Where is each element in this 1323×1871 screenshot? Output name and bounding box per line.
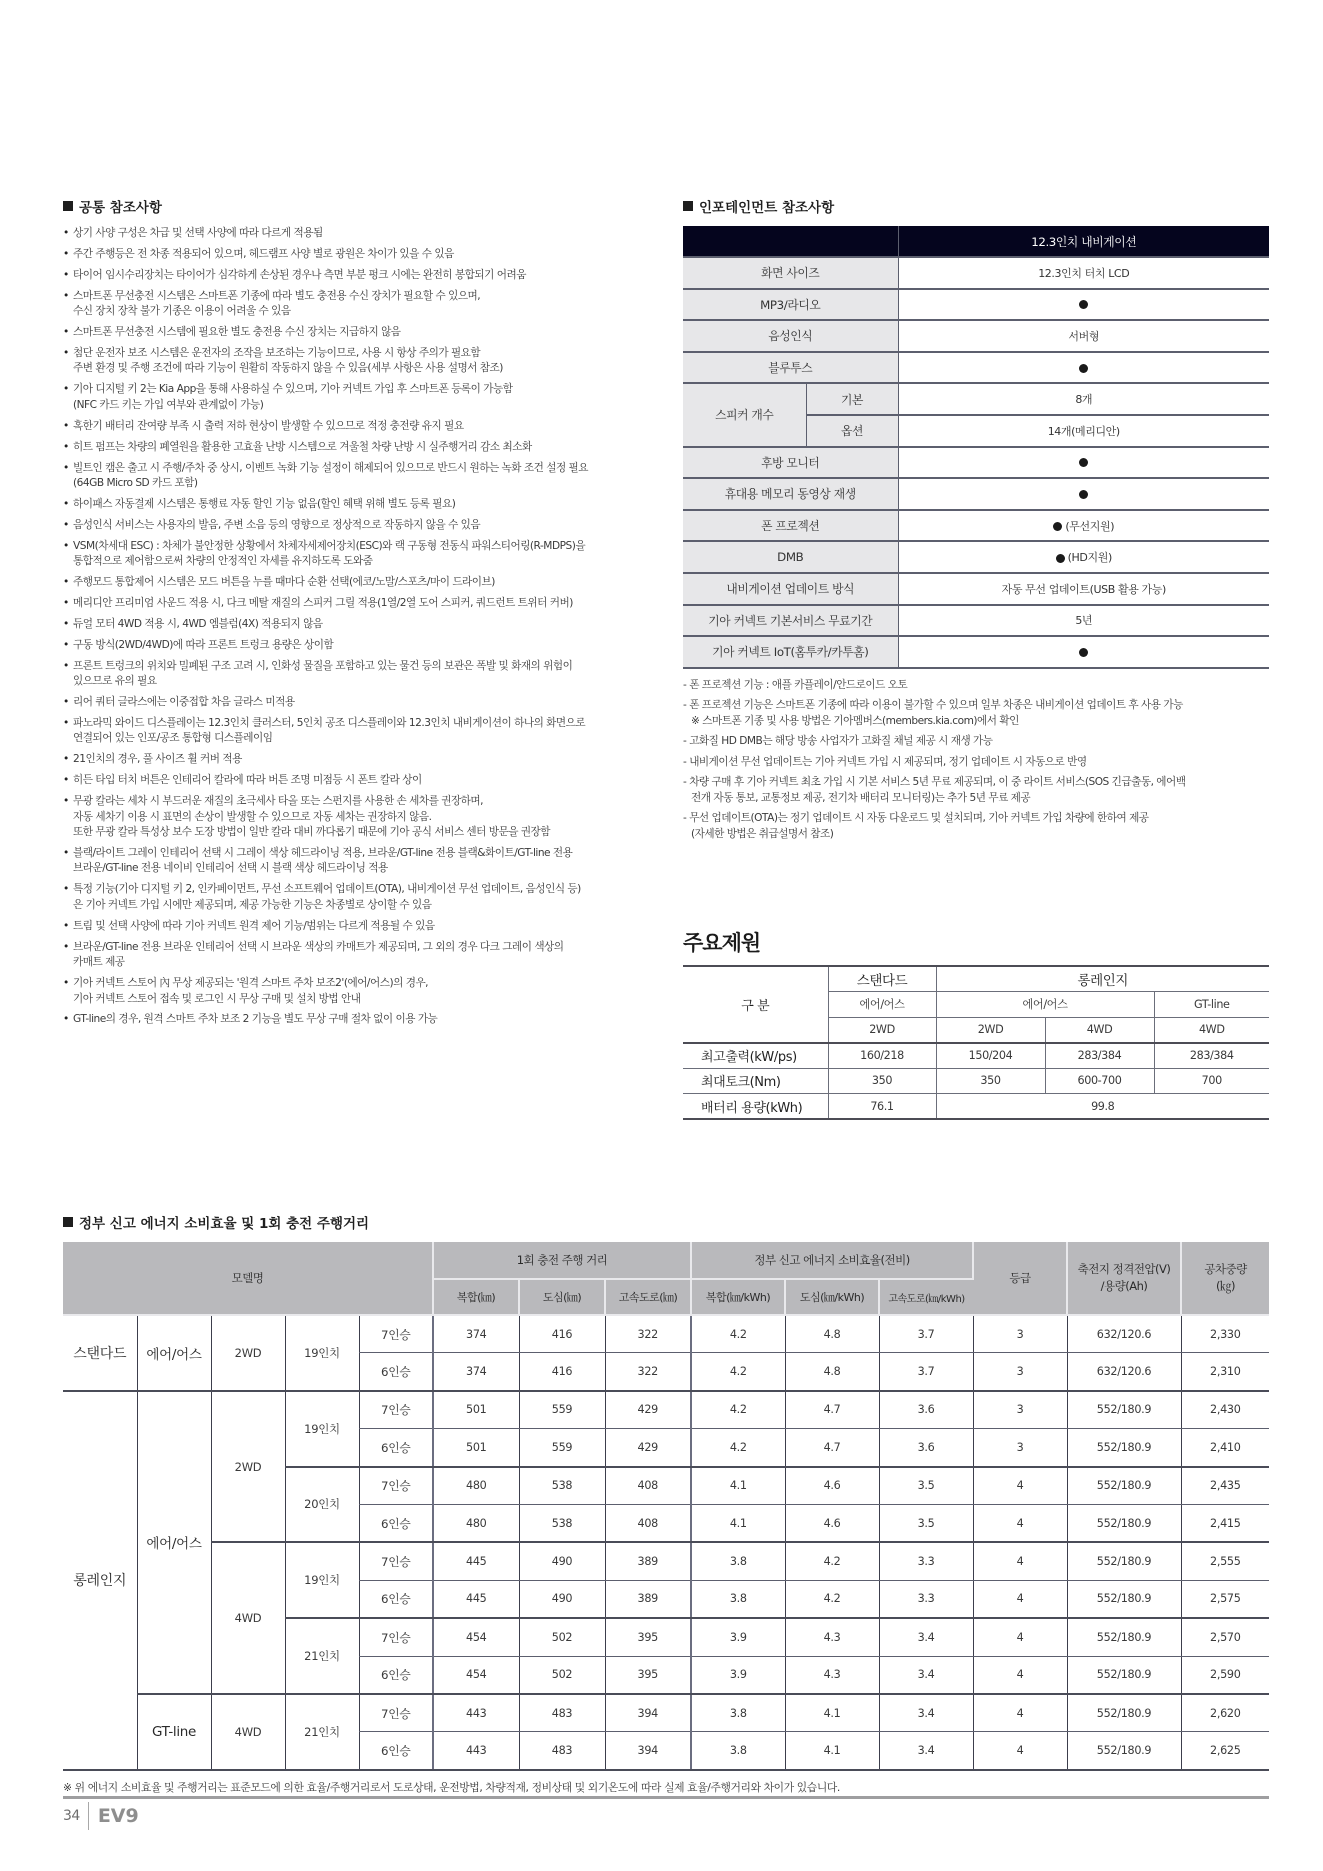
spec-std-trim: 에어/어스 bbox=[828, 992, 936, 1018]
energy-model-cell: 에어/어스 bbox=[137, 1315, 211, 1391]
infotainment-value-cell bbox=[898, 541, 1269, 573]
energy-value-cell: 552/180.9 bbox=[1067, 1467, 1181, 1505]
infotainment-label: 기아 커넥트 IoT(홈투카/카투홈) bbox=[683, 636, 898, 668]
energy-value-cell: 443 bbox=[433, 1732, 519, 1770]
spec-value: 350 bbox=[936, 1068, 1045, 1094]
spec-table bbox=[683, 965, 1269, 1120]
energy-model-cell: 스탠다드 bbox=[63, 1315, 137, 1391]
energy-model-cell: 19인치 bbox=[285, 1315, 359, 1391]
common-note-item: • 리어 쿼터 글라스에는 이중접합 차음 글라스 미적용 bbox=[63, 695, 663, 711]
common-note-item: • 스마트폰 무선충전 시스템은 스마트폰 기종에 따라 별도 충전용 수신 장치가 필요할 수 있으며, 수신 장치 장착 불가 기종은 이용이 어려울 수 있음 bbox=[63, 289, 663, 320]
energy-value-cell: 443 bbox=[433, 1694, 519, 1732]
infotainment-value: 8개 bbox=[898, 383, 1269, 415]
energy-header-eff-combined: 복합(㎞/kWh) bbox=[691, 1279, 785, 1315]
common-note-item: • 빌트인 캠은 출고 시 주행/주차 중 상시, 이벤트 녹화 기능 설정이 해제되어 있으므로 반드시 원하는 녹화 조건 설정 필요 (64GB Micro SD 카드 포함) bbox=[63, 461, 663, 492]
square-bullet-icon bbox=[683, 201, 693, 211]
filled-dot-icon bbox=[1079, 490, 1088, 499]
energy-value-cell: 3.8 bbox=[691, 1732, 785, 1770]
energy-value-cell: 429 bbox=[605, 1429, 691, 1467]
common-note-item: • 브라운/GT-line 전용 브라운 인테리어 선택 시 브라운 색상의 카매트가 제공되며, 그 외의 경우 다크 그레이 색상의 카매트 제공 bbox=[63, 940, 663, 971]
energy-value-cell: 394 bbox=[605, 1694, 691, 1732]
energy-value-cell: 454 bbox=[433, 1656, 519, 1694]
spec-section bbox=[683, 927, 1269, 1120]
energy-value-cell: 3.7 bbox=[879, 1353, 973, 1391]
energy-value-cell: 4 bbox=[973, 1542, 1067, 1580]
energy-value-cell: 2,570 bbox=[1181, 1618, 1269, 1656]
square-bullet-icon bbox=[63, 201, 73, 211]
energy-value-cell: 552/180.9 bbox=[1067, 1732, 1181, 1770]
infotainment-label: 폰 프로젝션 bbox=[683, 510, 898, 542]
energy-value-cell: 480 bbox=[433, 1504, 519, 1542]
infotainment-value-cell bbox=[898, 510, 1269, 542]
energy-value-cell: 4.1 bbox=[785, 1694, 879, 1732]
energy-value-cell: 4.3 bbox=[785, 1618, 879, 1656]
energy-value-cell: 552/180.9 bbox=[1067, 1656, 1181, 1694]
energy-value-cell: 389 bbox=[605, 1580, 691, 1618]
energy-value-cell: 4.2 bbox=[691, 1429, 785, 1467]
common-note-item: • 하이패스 자동결제 시스템은 통행료 자동 할인 기능 없음(할인 혜택 위해 별도 등록 필요) bbox=[63, 497, 663, 513]
filled-dot-icon bbox=[1079, 648, 1088, 657]
infotainment-value: (무선지원) bbox=[1065, 519, 1115, 533]
infotainment-notes bbox=[683, 678, 1269, 843]
infotainment-value-cell bbox=[898, 257, 1269, 289]
infotainment-sublabel: 기본 bbox=[806, 383, 898, 415]
energy-value-cell: 2,430 bbox=[1181, 1391, 1269, 1429]
infotainment-row bbox=[683, 510, 1269, 542]
common-note-item: • 히트 펌프는 차량의 폐열원을 활용한 고효율 난방 시스템으로 겨울철 차량 난방 시 실주행거리 감소 최소화 bbox=[63, 440, 663, 456]
filled-dot-icon bbox=[1079, 300, 1088, 309]
infotainment-header-nav: 12.3인치 내비게이션 bbox=[898, 226, 1269, 257]
energy-table bbox=[63, 1242, 1269, 1771]
infotainment-value: 서버형 bbox=[1068, 329, 1100, 343]
infotainment-row bbox=[683, 447, 1269, 479]
page-number: 34 bbox=[63, 1802, 89, 1830]
energy-header-model: 모델명 bbox=[63, 1242, 433, 1315]
page-footer bbox=[63, 1796, 1269, 1832]
energy-value-cell: 395 bbox=[605, 1656, 691, 1694]
energy-header-weight: 공차중량 (㎏) bbox=[1181, 1242, 1269, 1315]
energy-value-cell: 559 bbox=[519, 1429, 605, 1467]
energy-model-cell: 19인치 bbox=[285, 1542, 359, 1618]
energy-value-cell: 4.1 bbox=[785, 1732, 879, 1770]
energy-value-cell: 4 bbox=[973, 1694, 1067, 1732]
energy-header-range-highway: 고속도로(㎞) bbox=[605, 1279, 691, 1315]
energy-value-cell: 552/180.9 bbox=[1067, 1618, 1181, 1656]
energy-value-cell: 2,625 bbox=[1181, 1732, 1269, 1770]
common-notes-section bbox=[63, 196, 663, 1033]
infotainment-note: - 폰 프로젝션 기능 : 애플 카플레이/안드로이드 오토 bbox=[683, 678, 908, 691]
energy-value-cell: 374 bbox=[433, 1353, 519, 1391]
infotainment-section bbox=[683, 196, 1269, 847]
energy-model-cell: 4WD bbox=[211, 1542, 285, 1694]
energy-value-cell: 552/180.9 bbox=[1067, 1429, 1181, 1467]
infotainment-row bbox=[683, 478, 1269, 510]
energy-header-range-combined: 복합(㎞) bbox=[433, 1279, 519, 1315]
energy-value-cell: 2,590 bbox=[1181, 1656, 1269, 1694]
common-notes-list bbox=[63, 226, 663, 1028]
energy-value-cell: 4.7 bbox=[785, 1429, 879, 1467]
energy-row bbox=[63, 1391, 1269, 1429]
energy-model-cell: GT-line bbox=[137, 1694, 211, 1770]
energy-value-cell: 4.1 bbox=[691, 1504, 785, 1542]
infotainment-value-cell bbox=[898, 573, 1269, 605]
energy-value-cell: 501 bbox=[433, 1429, 519, 1467]
energy-seat-cell: 7인승 bbox=[359, 1315, 433, 1353]
energy-value-cell: 3.4 bbox=[879, 1656, 973, 1694]
infotainment-label: 후방 모니터 bbox=[683, 447, 898, 479]
energy-value-cell: 4.8 bbox=[785, 1353, 879, 1391]
infotainment-value-cell bbox=[898, 352, 1269, 384]
energy-value-cell: 3.3 bbox=[879, 1580, 973, 1618]
energy-value-cell: 3.9 bbox=[691, 1656, 785, 1694]
energy-value-cell: 395 bbox=[605, 1618, 691, 1656]
energy-value-cell: 552/180.9 bbox=[1067, 1504, 1181, 1542]
infotainment-sublabel: 옵션 bbox=[806, 415, 898, 447]
energy-value-cell: 445 bbox=[433, 1542, 519, 1580]
energy-value-cell: 4.6 bbox=[785, 1467, 879, 1505]
energy-value-cell: 559 bbox=[519, 1391, 605, 1429]
energy-value-cell: 3.7 bbox=[879, 1315, 973, 1353]
energy-value-cell: 3.8 bbox=[691, 1580, 785, 1618]
infotainment-label: 음성인식 bbox=[683, 320, 898, 352]
infotainment-value: 5년 bbox=[1075, 614, 1093, 628]
energy-value-cell: 322 bbox=[605, 1353, 691, 1391]
infotainment-label: 블루투스 bbox=[683, 352, 898, 384]
energy-heading: 정부 신고 에너지 소비효율 및 1회 충전 주행거리 bbox=[79, 1216, 370, 1232]
energy-header-range-city: 도심(㎞) bbox=[519, 1279, 605, 1315]
common-note-item: • 파노라믹 와이드 디스플레이는 12.3인치 클러스터, 5인치 공조 디스플레이와 12.3인치 내비게이션이 하나의 화면으로 연결되어 있는 인포/공조 통합형 디스플레이임 bbox=[63, 716, 663, 747]
common-note-item: • 무광 칼라는 세차 시 부드러운 재질의 초극세사 타올 또는 스펀지를 사용한 손 세차를 권장하며, 자동 세차기 이용 시 표면의 손상이 발생할 수 있으므로 자동 세차는 권장하지 않음. 또한 무광 칼라 특성상 보수 도장 방법이 일반 칼라 대비 까다롭기 때문에 기아 공식 서비스 센터 방문을 권장함 bbox=[63, 794, 663, 841]
energy-seat-cell: 7인승 bbox=[359, 1618, 433, 1656]
energy-value-cell: 3.8 bbox=[691, 1542, 785, 1580]
spec-value: 76.1 bbox=[828, 1094, 936, 1120]
common-note-item: • 주행모드 통합제어 시스템은 모드 버튼을 누를 때마다 순환 선택(에코/노말/스포츠/마이 드라이브) bbox=[63, 575, 663, 591]
common-note-item: • 21인치의 경우, 풀 사이즈 휠 커버 적용 bbox=[63, 752, 663, 768]
common-note-item: • 스마트폰 무선충전 시스템에 필요한 별도 충전용 수신 장치는 지급하지 않음 bbox=[63, 325, 663, 341]
energy-seat-cell: 6인승 bbox=[359, 1429, 433, 1467]
infotainment-value: 12.3인치 터치 LCD bbox=[1038, 266, 1130, 280]
energy-value-cell: 538 bbox=[519, 1467, 605, 1505]
energy-seat-cell: 6인승 bbox=[359, 1580, 433, 1618]
energy-value-cell: 2,310 bbox=[1181, 1353, 1269, 1391]
energy-value-cell: 4 bbox=[973, 1618, 1067, 1656]
energy-seat-cell: 6인승 bbox=[359, 1353, 433, 1391]
infotainment-note: - 무선 업데이트(OTA)는 정기 업데이트 시 자동 다운로드 및 설치되며, 기아 커넥트 가입 차량에 한하여 제공 (자세한 방법은 취급설명서 참조) bbox=[683, 812, 1149, 840]
filled-dot-icon bbox=[1079, 364, 1088, 373]
infotainment-value-cell bbox=[898, 289, 1269, 321]
infotainment-value: (HD지원) bbox=[1067, 551, 1112, 565]
spec-drive: 4WD bbox=[1154, 1017, 1269, 1043]
common-note-item: • 기아 커넥트 스토어 內 무상 제공되는 '원격 스마트 주차 보조2'(에어/어스)의 경우, 기아 커넥트 스토어 접속 및 로그인 시 무상 구매 및 설치 방법 안내 bbox=[63, 976, 663, 1007]
common-note-item: • 음성인식 서비스는 사용자의 발음, 주변 소음 등의 영향으로 정상적으로 작동하지 않을 수 있음 bbox=[63, 518, 663, 534]
spec-value: 160/218 bbox=[828, 1043, 936, 1069]
energy-model-cell: 19인치 bbox=[285, 1391, 359, 1467]
energy-value-cell: 552/180.9 bbox=[1067, 1694, 1181, 1732]
energy-seat-cell: 7인승 bbox=[359, 1542, 433, 1580]
common-note-item: • 타이어 임시수리장치는 타이어가 심각하게 손상된 경우나 측면 부분 펑크 시에는 완전히 봉합되기 어려움 bbox=[63, 268, 663, 284]
infotainment-row bbox=[683, 352, 1269, 384]
energy-value-cell: 490 bbox=[519, 1580, 605, 1618]
energy-value-cell: 502 bbox=[519, 1656, 605, 1694]
energy-title bbox=[63, 1212, 1269, 1232]
energy-value-cell: 445 bbox=[433, 1580, 519, 1618]
common-note-item: • 메리디안 프리미엄 사운드 적용 시, 다크 메탈 재질의 스피커 그릴 적용(1열/2열 도어 스피커, 쿼드런트 트위터 커버) bbox=[63, 596, 663, 612]
energy-value-cell: 3.5 bbox=[879, 1467, 973, 1505]
energy-value-cell: 4.8 bbox=[785, 1315, 879, 1353]
energy-value-cell: 4 bbox=[973, 1656, 1067, 1694]
square-bullet-icon bbox=[63, 1217, 73, 1227]
energy-value-cell: 4 bbox=[973, 1504, 1067, 1542]
common-note-item: • 주간 주행등은 전 차종 적용되어 있으며, 헤드램프 사양 별로 광원은 차이가 있을 수 있음 bbox=[63, 247, 663, 263]
common-note-item: • 듀얼 모터 4WD 적용 시, 4WD 엠블럼(4X) 적용되지 않음 bbox=[63, 617, 663, 633]
energy-value-cell: 3.6 bbox=[879, 1391, 973, 1429]
spec-value: 350 bbox=[828, 1068, 936, 1094]
infotainment-note: - 차량 구매 후 기아 커넥트 최초 가입 시 기본 서비스 5년 무료 제공되며, 이 중 라이트 서비스(SOS 긴급출동, 에어백 전개 자동 통보, 교통정보 제공, 전기차 배터리 모니터링)는 추가 5년 무료 제공 bbox=[683, 776, 1186, 804]
infotainment-value-cell bbox=[898, 320, 1269, 352]
common-note-item: • 상기 사양 구성은 차급 및 선택 사양에 따라 다르게 적용됨 bbox=[63, 226, 663, 242]
energy-value-cell: 4.6 bbox=[785, 1504, 879, 1542]
infotainment-row bbox=[683, 605, 1269, 637]
energy-value-cell: 4.2 bbox=[691, 1391, 785, 1429]
spec-gtline: GT-line bbox=[1154, 992, 1269, 1018]
energy-value-cell: 4.2 bbox=[785, 1542, 879, 1580]
common-note-item: • 기아 디지털 키 2는 Kia App을 통해 사용하실 수 있으며, 기아 커넥트 가입 후 스마트폰 등록이 가능함 (NFC 카드 키는 가입 여부와 관계없이 가능) bbox=[63, 382, 663, 413]
energy-value-cell: 632/120.6 bbox=[1067, 1315, 1181, 1353]
common-note-item: • 첨단 운전자 보조 시스템은 운전자의 조작을 보조하는 기능이므로, 사용 시 항상 주의가 필요함 주변 환경 및 주행 조건에 따라 기능이 원활히 작동하지 않을 수 있음(세부 사항은 사용 설명서 참조) bbox=[63, 346, 663, 377]
energy-row bbox=[63, 1542, 1269, 1580]
energy-value-cell: 552/180.9 bbox=[1067, 1580, 1181, 1618]
energy-model-cell: 2WD bbox=[211, 1315, 285, 1391]
brand-name: EV9 bbox=[97, 1804, 139, 1827]
energy-seat-cell: 7인승 bbox=[359, 1467, 433, 1505]
energy-value-cell: 2,410 bbox=[1181, 1429, 1269, 1467]
energy-value-cell: 632/120.6 bbox=[1067, 1353, 1181, 1391]
energy-model-cell: 21인치 bbox=[285, 1618, 359, 1694]
energy-value-cell: 552/180.9 bbox=[1067, 1391, 1181, 1429]
spec-gubun: 구 분 bbox=[683, 966, 828, 1043]
energy-value-cell: 4.2 bbox=[691, 1315, 785, 1353]
spec-value: 600-700 bbox=[1045, 1068, 1154, 1094]
energy-model-cell: 20인치 bbox=[285, 1467, 359, 1543]
energy-value-cell: 4.1 bbox=[691, 1467, 785, 1505]
infotainment-table bbox=[683, 226, 1269, 669]
infotainment-note: - 고화질 HD DMB는 해당 방송 사업자가 고화질 채널 제공 시 재생 가능 bbox=[683, 735, 993, 748]
energy-model-cell: 에어/어스 bbox=[137, 1391, 211, 1694]
energy-value-cell: 374 bbox=[433, 1315, 519, 1353]
spec-drive: 4WD bbox=[1045, 1017, 1154, 1043]
energy-value-cell: 416 bbox=[519, 1353, 605, 1391]
energy-value-cell: 502 bbox=[519, 1618, 605, 1656]
energy-value-cell: 483 bbox=[519, 1732, 605, 1770]
energy-value-cell: 3.5 bbox=[879, 1504, 973, 1542]
energy-model-cell: 롱레인지 bbox=[63, 1391, 137, 1770]
common-notes-title bbox=[63, 196, 663, 216]
spec-row-power bbox=[683, 1043, 1269, 1069]
energy-value-cell: 2,415 bbox=[1181, 1504, 1269, 1542]
spec-drive: 2WD bbox=[828, 1017, 936, 1043]
infotainment-label: 휴대용 메모리 동영상 재생 bbox=[683, 478, 898, 510]
infotainment-label: MP3/라디오 bbox=[683, 289, 898, 321]
energy-footnote: ※ 위 에너지 소비효율 및 주행거리는 표준모드에 의한 효율/주행거리로서 도로상태, 운전방법, 차량적재, 정비상태 및 외기온도에 따라 실제 효율/주행거리와 차이가 있습니다. bbox=[63, 1780, 840, 1794]
energy-value-cell: 538 bbox=[519, 1504, 605, 1542]
spec-drive: 2WD bbox=[936, 1017, 1045, 1043]
energy-header-grade: 등급 bbox=[973, 1242, 1067, 1315]
energy-value-cell: 2,435 bbox=[1181, 1467, 1269, 1505]
energy-value-cell: 501 bbox=[433, 1391, 519, 1429]
filled-dot-icon bbox=[1056, 554, 1065, 563]
infotainment-header-blank bbox=[683, 226, 898, 257]
infotainment-row bbox=[683, 636, 1269, 668]
infotainment-heading: 인포테인먼트 참조사항 bbox=[699, 200, 835, 216]
spec-value: 283/384 bbox=[1154, 1043, 1269, 1069]
infotainment-note: - 내비게이션 무선 업데이트는 기아 커넥트 가입 시 제공되며, 정기 업데이트 시 자동으로 반영 bbox=[683, 755, 1087, 768]
spec-label: 배터리 용량(kWh) bbox=[683, 1094, 828, 1120]
energy-model-cell: 4WD bbox=[211, 1694, 285, 1770]
energy-header-battery: 축전지 정격전압(V) /용량(Ah) bbox=[1067, 1242, 1181, 1315]
energy-seat-cell: 6인승 bbox=[359, 1504, 433, 1542]
common-notes-heading: 공통 참조사항 bbox=[79, 200, 162, 216]
spec-row-battery bbox=[683, 1094, 1269, 1120]
energy-value-cell: 3.3 bbox=[879, 1542, 973, 1580]
energy-value-cell: 389 bbox=[605, 1542, 691, 1580]
energy-value-cell: 4.2 bbox=[691, 1353, 785, 1391]
filled-dot-icon bbox=[1053, 522, 1062, 531]
energy-value-cell: 480 bbox=[433, 1467, 519, 1505]
energy-value-cell: 3 bbox=[973, 1391, 1067, 1429]
infotainment-row bbox=[683, 289, 1269, 321]
spec-value: 283/384 bbox=[1045, 1043, 1154, 1069]
energy-header-range: 1회 충전 주행 거리 bbox=[433, 1242, 691, 1279]
energy-value-cell: 454 bbox=[433, 1618, 519, 1656]
energy-value-cell: 408 bbox=[605, 1504, 691, 1542]
energy-value-cell: 394 bbox=[605, 1732, 691, 1770]
infotainment-note: - 폰 프로젝션 기능은 스마트폰 기종에 따라 이용이 불가할 수 있으며 일부 차종은 내비게이션 업데이트 후 사용 가능 ※ 스마트폰 기종 및 사용 방법은 기아멤버스(members.kia.com)에서 확인 bbox=[683, 699, 1183, 727]
energy-value-cell: 3.8 bbox=[691, 1694, 785, 1732]
infotainment-value: 14개(메리디안) bbox=[898, 415, 1269, 447]
energy-model-cell: 2WD bbox=[211, 1391, 285, 1543]
common-note-item: • 프론트 트렁크의 위치와 밀폐된 구조 고려 시, 인화성 물질을 포함하고 있는 물건 등의 보관은 폭발 및 화재의 위험이 있으므로 유의 필요 bbox=[63, 659, 663, 690]
energy-value-cell: 3 bbox=[973, 1315, 1067, 1353]
energy-value-cell: 2,575 bbox=[1181, 1580, 1269, 1618]
spec-standard: 스탠다드 bbox=[828, 966, 936, 992]
energy-value-cell: 3 bbox=[973, 1353, 1067, 1391]
energy-value-cell: 3.6 bbox=[879, 1429, 973, 1467]
common-note-item: • 특정 기능(기아 디지털 키 2, 인카페이먼트, 무선 소프트웨어 업데이트(OTA), 내비게이션 무선 업데이트, 음성인식 등) 은 기아 커넥트 가입 시에만 제공되며, 제공 가능한 기능은 차종별로 상이할 수 있음 bbox=[63, 882, 663, 913]
infotainment-value-cell bbox=[898, 447, 1269, 479]
infotainment-row bbox=[683, 320, 1269, 352]
spec-label: 최고출력(kW/ps) bbox=[683, 1043, 828, 1069]
infotainment-value-cell bbox=[898, 636, 1269, 668]
infotainment-label: DMB bbox=[683, 541, 898, 573]
energy-value-cell: 4 bbox=[973, 1580, 1067, 1618]
common-note-item: • VSM(차세대 ESC) : 차체가 불안정한 상황에서 차체자세제어장치(ESC)와 랙 구동형 전동식 파워스티어링(R-MDPS)을 통합적으로 제어함으로써 차량의 안정적인 자세를 유지하도록 도와줌 bbox=[63, 539, 663, 570]
spec-longrange: 롱레인지 bbox=[936, 966, 1269, 992]
energy-value-cell: 416 bbox=[519, 1315, 605, 1353]
energy-value-cell: 3.4 bbox=[879, 1618, 973, 1656]
energy-value-cell: 4.2 bbox=[785, 1580, 879, 1618]
spec-value: 150/204 bbox=[936, 1043, 1045, 1069]
filled-dot-icon bbox=[1079, 458, 1088, 467]
energy-seat-cell: 7인승 bbox=[359, 1391, 433, 1429]
spec-row-torque bbox=[683, 1068, 1269, 1094]
energy-seat-cell: 6인승 bbox=[359, 1656, 433, 1694]
spec-value: 700 bbox=[1154, 1068, 1269, 1094]
common-note-item: • 히든 타입 터치 버튼은 인테리어 칼라에 따라 버튼 조명 미점등 시 폰트 칼라 상이 bbox=[63, 773, 663, 789]
spec-label: 최대토크(Nm) bbox=[683, 1068, 828, 1094]
common-note-item: • 블랙/라이트 그레이 인테리어 선택 시 그레이 색상 헤드라이닝 적용, 브라운/GT-line 전용 블랙&화이트/GT-line 전용 브라운/GT-line 전용 네이비 인테리어 선택 시 블랙 색상 헤드라이닝 적용 bbox=[63, 846, 663, 877]
infotainment-value: 자동 무선 업데이트(USB 활용 가능) bbox=[1001, 582, 1166, 596]
energy-value-cell: 490 bbox=[519, 1542, 605, 1580]
common-note-item: • GT-line의 경우, 원격 스마트 주차 보조 2 기능을 별도 무상 구매 절차 없이 이용 가능 bbox=[63, 1012, 663, 1028]
energy-model-cell: 21인치 bbox=[285, 1694, 359, 1770]
energy-value-cell: 408 bbox=[605, 1467, 691, 1505]
infotainment-row bbox=[683, 541, 1269, 573]
infotainment-label-speaker: 스피커 개수 bbox=[683, 383, 806, 446]
spec-lr-trim: 에어/어스 bbox=[936, 992, 1154, 1018]
infotainment-row-speaker-basic bbox=[683, 383, 1269, 415]
common-note-item: • 트림 및 선택 사양에 따라 기아 커넥트 원격 제어 기능/범위는 다르게 적용될 수 있음 bbox=[63, 919, 663, 935]
infotainment-title bbox=[683, 196, 1269, 216]
energy-row bbox=[63, 1694, 1269, 1732]
energy-value-cell: 3.4 bbox=[879, 1694, 973, 1732]
energy-section bbox=[63, 1212, 1269, 1795]
energy-value-cell: 2,620 bbox=[1181, 1694, 1269, 1732]
energy-value-cell: 4.7 bbox=[785, 1391, 879, 1429]
energy-seat-cell: 6인승 bbox=[359, 1732, 433, 1770]
infotainment-label: 화면 사이즈 bbox=[683, 257, 898, 289]
energy-value-cell: 4.3 bbox=[785, 1656, 879, 1694]
infotainment-value-cell bbox=[898, 605, 1269, 637]
energy-value-cell: 3.9 bbox=[691, 1618, 785, 1656]
energy-value-cell: 322 bbox=[605, 1315, 691, 1353]
common-note-item: • 구동 방식(2WD/4WD)에 따라 프론트 트렁크 용량은 상이함 bbox=[63, 638, 663, 654]
spec-value: 99.8 bbox=[936, 1094, 1269, 1120]
spec-title: 주요제원 bbox=[683, 931, 761, 955]
common-note-item: • 혹한기 배터리 잔여량 부족 시 출력 저하 현상이 발생할 수 있으므로 적정 충전량 유지 필요 bbox=[63, 419, 663, 435]
energy-value-cell: 3 bbox=[973, 1429, 1067, 1467]
infotainment-label: 내비게이션 업데이트 방식 bbox=[683, 573, 898, 605]
infotainment-value-cell bbox=[898, 478, 1269, 510]
energy-seat-cell: 7인승 bbox=[359, 1694, 433, 1732]
energy-header-eff: 정부 신고 에너지 소비효율(전비) bbox=[691, 1242, 973, 1279]
energy-value-cell: 2,330 bbox=[1181, 1315, 1269, 1353]
energy-value-cell: 4 bbox=[973, 1732, 1067, 1770]
energy-value-cell: 2,555 bbox=[1181, 1542, 1269, 1580]
energy-value-cell: 552/180.9 bbox=[1067, 1542, 1181, 1580]
energy-value-cell: 3.4 bbox=[879, 1732, 973, 1770]
infotainment-row bbox=[683, 257, 1269, 289]
energy-header-eff-city: 도심(㎞/kWh) bbox=[785, 1279, 879, 1315]
infotainment-label: 기아 커넥트 기본서비스 무료기간 bbox=[683, 605, 898, 637]
energy-value-cell: 4 bbox=[973, 1467, 1067, 1505]
energy-value-cell: 483 bbox=[519, 1694, 605, 1732]
energy-header-eff-highway: 고속도로(㎞/kWh) bbox=[879, 1279, 973, 1315]
energy-row bbox=[63, 1315, 1269, 1353]
energy-value-cell: 429 bbox=[605, 1391, 691, 1429]
infotainment-row bbox=[683, 573, 1269, 605]
